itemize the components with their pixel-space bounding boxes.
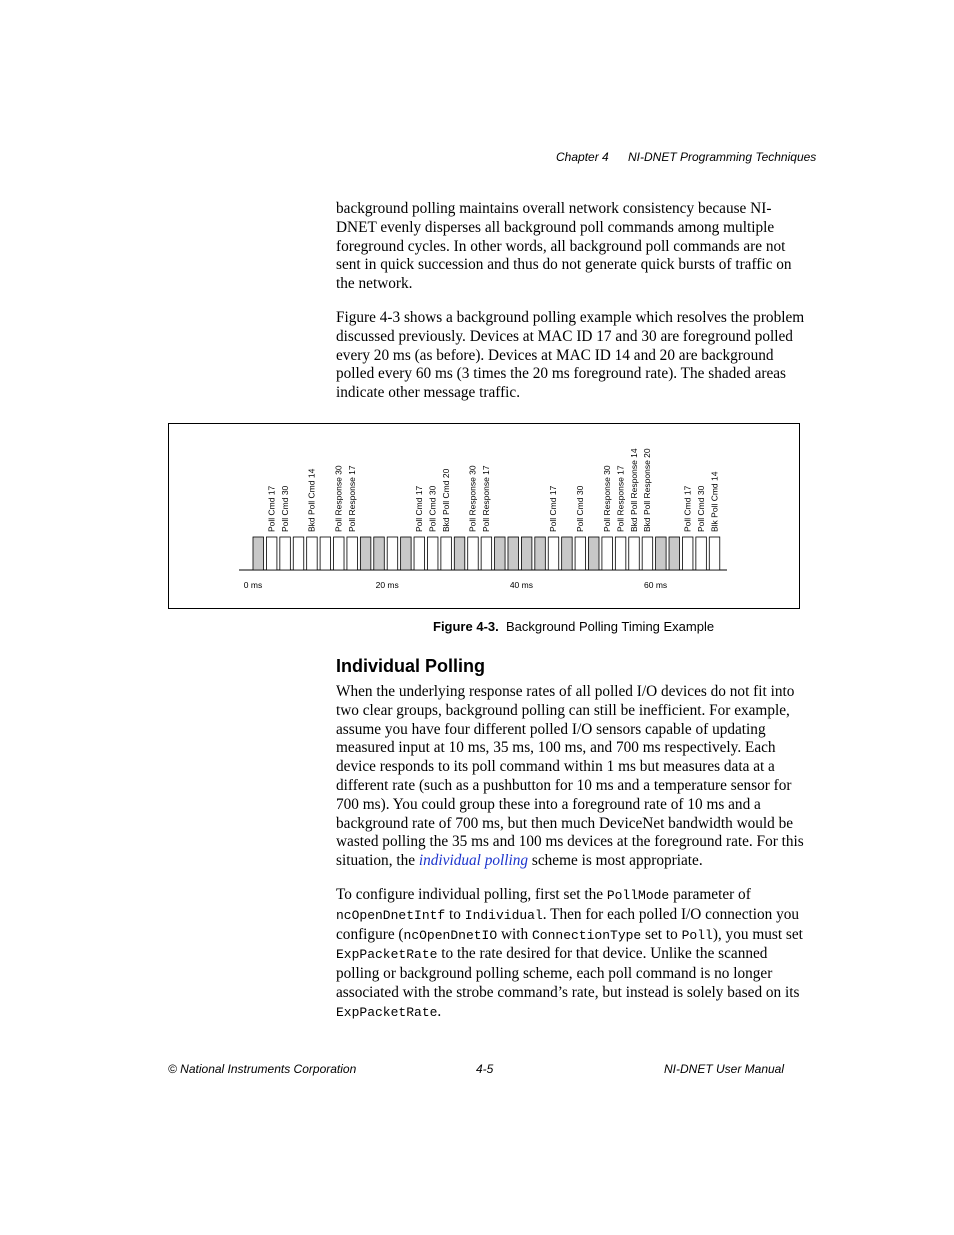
- text: to the rate desired for that device. Unlike the scanned polling or background polling scheme, each poll command is no longer associated with the strobe command’s rate, but instead is solely based on its: [336, 945, 800, 1001]
- traffic-slot-shaded: [454, 537, 465, 570]
- traffic-slot-shaded: [589, 537, 600, 570]
- message-slot: [441, 537, 452, 570]
- header-section-title: NI-DNET Programming Techniques: [628, 150, 817, 164]
- slot-label: Poll Response 17: [481, 465, 492, 532]
- message-slot: [414, 537, 425, 570]
- message-slot: [709, 537, 720, 570]
- code-ncopendnetio: ncOpenDnetIO: [403, 927, 498, 943]
- timing-diagram: [169, 424, 799, 608]
- message-slot: [468, 537, 479, 570]
- slot-label: Poll Cmd 30: [279, 485, 290, 532]
- message-slot: [696, 537, 707, 570]
- footer-manual-title: NI-DNET User Manual: [664, 1062, 785, 1076]
- figure-4-3: [168, 423, 800, 609]
- message-slot: [307, 537, 318, 570]
- slot-label: Poll Cmd 17: [548, 485, 559, 532]
- traffic-slot-shaded: [656, 537, 667, 570]
- axis-tick-label: 0 ms: [243, 580, 263, 590]
- message-slot: [387, 537, 398, 570]
- section-heading: Individual Polling: [336, 656, 486, 676]
- slot-label: Bkd Poll Response 14: [628, 448, 639, 532]
- paragraph-text: When the underlying response rates of all polled I/O devices do not fit into two clear groups, background polling can still be inefficient. For example, assume you have four different polled I/O sensors capable of updating measured input at 10 ms, 35 ms, 100 ms, and 700 ms respectively. Each device responds to its poll command within 1 ms but measures data at a different rate (such as a pushbutton for 10 ms and a temperature sensor for 700 ms). You could group these into a foreground rate of 10 ms and a background rate of 700 ms, but then much DeviceNet bandwidth would be wasted polling the 35 ms and 100 ms devices at the foreground rate. For this situation, the: [336, 683, 804, 870]
- message-slot: [615, 537, 626, 570]
- figure-title: Background Polling Timing Example: [505, 619, 715, 634]
- traffic-slot-shaded: [495, 537, 506, 570]
- text: . Then for each polled I/O connection you configure (: [336, 905, 800, 943]
- slot-label: Poll Response 30: [467, 465, 478, 532]
- slot-label: Bkd Poll Cmd 14: [306, 468, 317, 532]
- figure-number: Figure 4-3.: [433, 619, 499, 634]
- message-slot: [320, 537, 331, 570]
- message-slot: [293, 537, 304, 570]
- traffic-slot-shaded: [535, 537, 546, 570]
- traffic-slot-shaded: [360, 537, 371, 570]
- slot-label: Poll Response 17: [615, 465, 626, 532]
- text: to: [445, 905, 465, 923]
- code-pollmode: PollMode: [606, 888, 670, 903]
- traffic-slot-shaded: [521, 537, 532, 570]
- text: To configure individual polling, first set the: [336, 886, 607, 903]
- text: ), you must set: [712, 925, 803, 943]
- slot-label: Bkd Poll Cmd 20: [440, 468, 451, 532]
- message-slot: [682, 537, 693, 570]
- paragraph-text: scheme is most appropriate.: [528, 852, 703, 870]
- slot-label: Poll Cmd 17: [682, 485, 693, 532]
- code-ncopendnetintf: ncOpenDnetIntf: [336, 907, 446, 923]
- message-slot: [629, 537, 640, 570]
- footer-page-number: 4-5: [476, 1062, 494, 1076]
- axis-tick-label: 40 ms: [509, 580, 533, 590]
- message-slot: [642, 537, 653, 570]
- slot-label: Blk Poll Cmd 14: [709, 471, 720, 532]
- paragraph-individual-polling: [336, 683, 806, 871]
- code-connectiontype: ConnectionType: [532, 927, 642, 943]
- footer-copyright: © National Instruments Corporation: [168, 1062, 357, 1076]
- text: parameter of: [669, 886, 751, 903]
- figure-caption: [433, 619, 714, 634]
- axis-tick-label: 60 ms: [644, 580, 668, 590]
- traffic-slot-shaded: [562, 537, 573, 570]
- traffic-slot-shaded: [253, 537, 264, 570]
- text: with: [497, 925, 532, 943]
- code-exppacketrate: ExpPacketRate: [336, 947, 438, 963]
- paragraph-configure: [336, 886, 806, 1023]
- message-slot: [575, 537, 586, 570]
- slot-label: Poll Cmd 30: [427, 485, 438, 532]
- message-slot: [548, 537, 559, 570]
- message-slot: [427, 537, 438, 570]
- slot-label: Poll Cmd 17: [266, 485, 277, 532]
- traffic-slot-shaded: [508, 537, 518, 570]
- traffic-slot-shaded: [374, 537, 385, 570]
- message-slot: [481, 537, 492, 570]
- individual-polling-link[interactable]: individual polling: [418, 852, 529, 870]
- slot-label: Bkd Poll Response 20: [642, 448, 653, 532]
- slot-label: Poll Response 30: [601, 465, 612, 532]
- text: set to: [641, 925, 682, 943]
- code-individual: Individual: [464, 907, 543, 923]
- code-exppacketrate: ExpPacketRate: [336, 1004, 438, 1020]
- code-poll: Poll: [681, 927, 713, 943]
- axis-tick-label: 20 ms: [375, 580, 399, 590]
- slot-label: Poll Response 30: [333, 465, 344, 532]
- text: .: [437, 1002, 442, 1020]
- paragraph-2: Figure 4-3 shows a background polling example which resolves the problem discussed previously. Devices at MAC ID 17 and 30 are foreground polled every 20 ms (as before). Devices at MAC ID 14 and 20 are background polled every 60 ms (3 times the 20 ms foreground rate). The shaded areas indicate other message traffic.: [336, 309, 805, 402]
- paragraph-1: background polling maintains overall network consistency because NI-DNET evenly disperses all background poll commands among multiple foreground cycles. In other words, all background poll commands are not sent in quick succession and thus do not generate quick bursts of traffic on the network.: [336, 200, 792, 293]
- slot-label: Poll Cmd 30: [575, 485, 586, 532]
- slot-label: Poll Cmd 17: [414, 485, 425, 532]
- traffic-slot-shaded: [669, 537, 680, 570]
- message-slot: [334, 537, 345, 570]
- slot-label: Poll Cmd 30: [695, 485, 706, 532]
- traffic-slot-shaded: [401, 537, 412, 570]
- slot-label: Poll Response 17: [346, 465, 357, 532]
- message-slot: [602, 537, 613, 570]
- message-slot: [280, 537, 291, 570]
- message-slot: [347, 537, 358, 570]
- header-chapter: Chapter 4: [556, 150, 609, 164]
- message-slot: [266, 537, 277, 570]
